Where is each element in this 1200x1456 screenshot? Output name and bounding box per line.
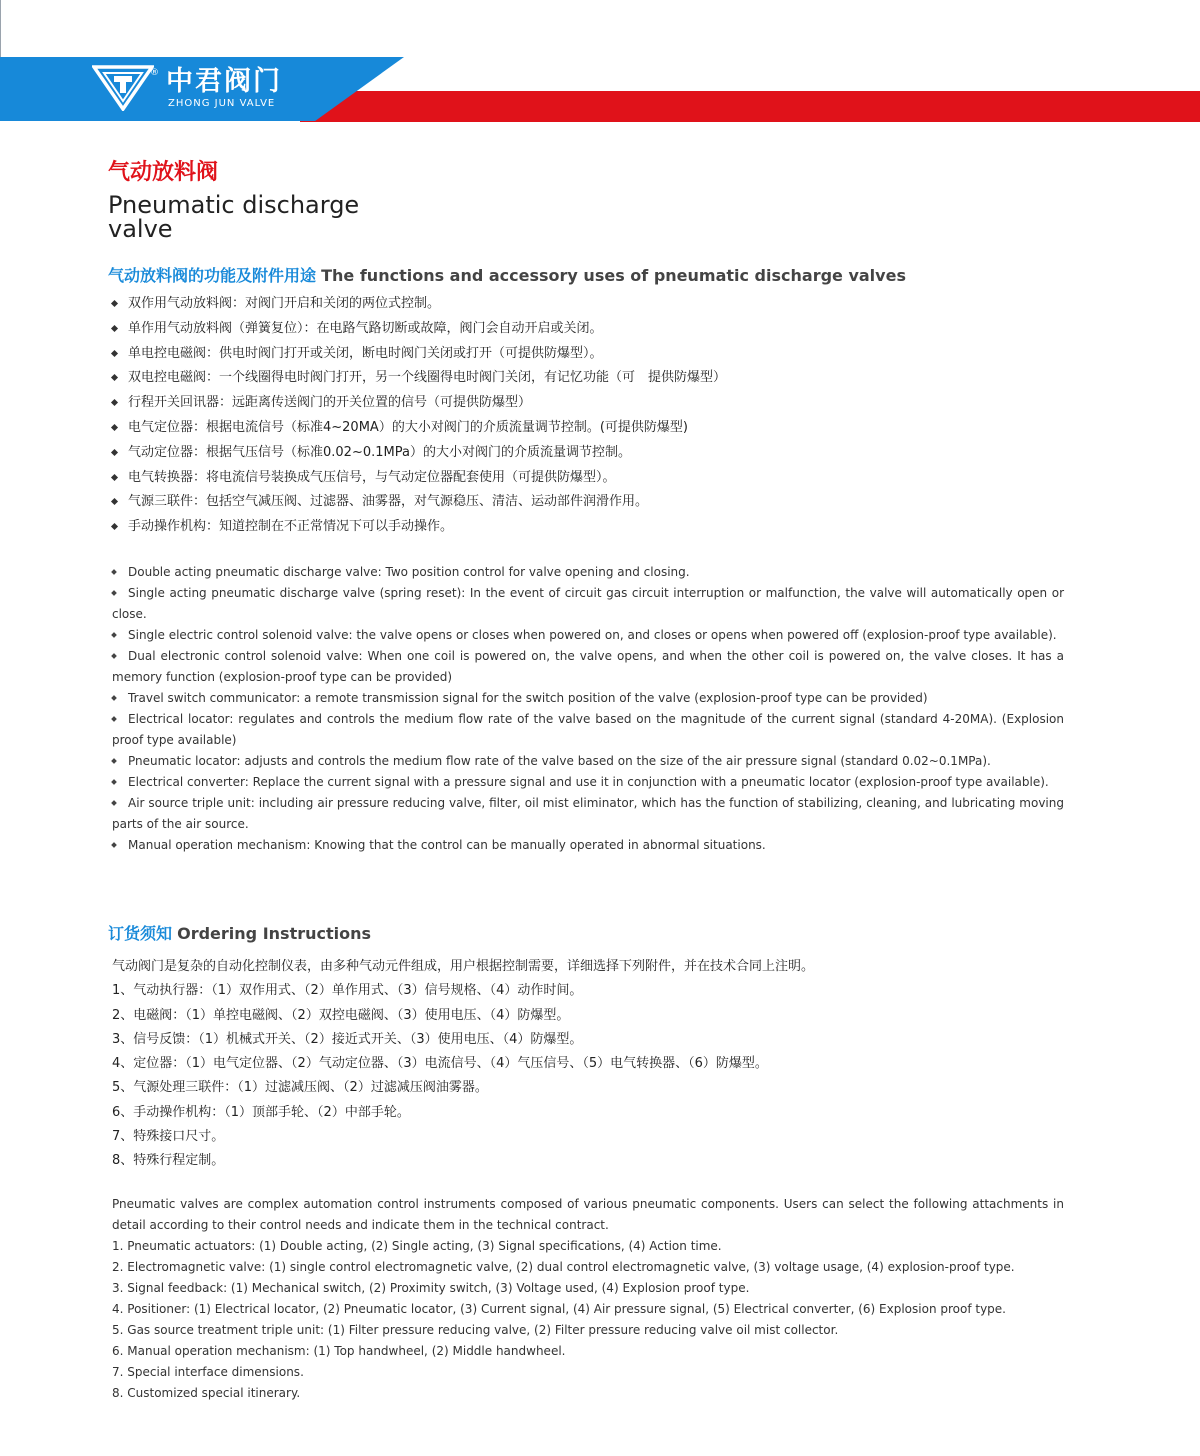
list-item: 6、手动操作机构：（1）顶部手轮、（2）中部手轮。 (112, 1104, 410, 1120)
functions-heading-en: The functions and accessory uses of pneumatic discharge valves (321, 266, 906, 285)
bullet-diamond-icon (111, 842, 117, 848)
bullet-diamond-icon (111, 474, 118, 481)
bullet-diamond-icon (111, 695, 117, 701)
list-item: 电气定位器：根据电流信号（标准4~20MA）的大小对阀门的介质流量调节控制。(可提供防爆型) (112, 416, 1072, 441)
list-item: 3、信号反馈：（1）机械式开关、（2）接近式开关、（3）使用电压、（4）防爆型。 (112, 1031, 583, 1047)
page-title-en: Pneumatic discharge valve (108, 191, 360, 243)
list-item: 3. Signal feedback: (1) Mechanical switch, (2) Proximity switch, (3) Voltage used, (4) Explosion proof type. (112, 1281, 750, 1295)
list-item: 1. Pneumatic actuators: (1) Double acting, (2) Single acting, (3) Signal specifications, (4) Action time. (112, 1239, 722, 1253)
bullet-diamond-icon (111, 779, 117, 785)
list-item: 双电控电磁阀：一个线圈得电时阀门打开，另一个线圈得电时阀门关闭，有记忆功能（可 提供防爆型） (112, 366, 1072, 391)
bullet-diamond-icon (111, 374, 118, 381)
list-item: 2、电磁阀：（1）单控电磁阀、（2）双控电磁阀、（3）使用电压、（4）防爆型。 (112, 1007, 570, 1023)
ordering-list-cn (112, 955, 1072, 1174)
bullet-diamond-icon (111, 632, 117, 638)
bullet-diamond-icon (111, 399, 118, 406)
list-item: 气源三联件：包括空气减压阀、过滤器、油雾器，对气源稳压、清洁、运动部件润滑作用。 (112, 490, 1072, 515)
list-item: Manual operation mechanism: Knowing that the control can be manually operated in abnormal situations. (112, 835, 1064, 856)
list-item: Electrical converter: Replace the current signal with a pressure signal and use it in conjunction with a pneumatic locator (explosion-proof type available). (112, 772, 1064, 793)
bullet-diamond-icon (111, 590, 117, 596)
bullet-diamond-icon (111, 569, 117, 575)
list-item: 7. Special interface dimensions. (112, 1365, 304, 1379)
list-item: 手动操作机构：知道控制在不正常情况下可以手动操作。 (112, 515, 1072, 540)
ordering-heading (108, 922, 371, 946)
list-item: 电气转换器：将电流信号装换成气压信号，与气动定位器配套使用（可提供防爆型）。 (112, 466, 1072, 491)
list-item: 8、特殊行程定制。 (112, 1153, 225, 1169)
bullet-diamond-icon (111, 716, 117, 722)
functions-list-cn (112, 292, 1072, 540)
list-item: Dual electronic control solenoid valve: When one coil is powered on, the valve opens, and when the other coil is powered on, the valve closes. It has a memory function (explosion-proof type can be provided) (112, 649, 1064, 684)
functions-list-en (112, 562, 1064, 856)
list-item: 双作用气动放料阀：对阀门开启和关闭的两位式控制。 (112, 292, 1072, 317)
list-item: 7、特殊接口尺寸。 (112, 1129, 225, 1145)
list-item: 5、气源处理三联件：（1）过滤减压阀、（2）过滤减压阀油雾器。 (112, 1080, 488, 1096)
page-edge-rule (0, 0, 1, 58)
brand-name-en: ZHONG JUN VALVE (168, 98, 276, 109)
list-item: Travel switch communicator: a remote transmission signal for the switch position of the valve (explosion-proof type can be provided) (112, 688, 1064, 709)
page-title-cn: 气动放料阀 (108, 160, 219, 185)
ordering-heading-cn: 订货须知 (108, 924, 173, 943)
bullet-diamond-icon (111, 758, 117, 764)
list-item: Air source triple unit: including air pressure reducing valve, filter, oil mist eliminator, which has the function of stabilizing, cleaning, and lubricating moving parts of the air source. (112, 796, 1064, 831)
bullet-diamond-icon (111, 653, 117, 659)
bullet-diamond-icon (111, 424, 118, 431)
brand-name-cn: 中君阀门 (166, 66, 282, 97)
bullet-diamond-icon (111, 449, 118, 456)
bullet-diamond-icon (111, 300, 118, 307)
bullet-diamond-icon (111, 325, 118, 332)
list-item: 4、定位器：（1）电气定位器、（2）气动定位器、（3）电流信号、（4）气压信号、（5）电气转换器、（6）防爆型。 (112, 1056, 768, 1072)
bullet-diamond-icon (111, 800, 117, 806)
list-item: Single acting pneumatic discharge valve (spring reset): In the event of circuit gas circuit interruption or malfunction, the valve will automatically open or close. (112, 586, 1064, 621)
list-item: 4. Positioner: (1) Electrical locator, (2) Pneumatic locator, (3) Current signal, (4) Air pressure signal, (5) Electrical converter, (6) Explosion proof type. (112, 1302, 1006, 1316)
list-item: Double acting pneumatic discharge valve: Two position control for valve opening and closing. (112, 562, 1064, 583)
registered-mark: ® (150, 68, 159, 78)
ordering-heading-en: Ordering Instructions (177, 924, 372, 943)
ordering-intro-en: Pneumatic valves are complex automation control instruments composed of various pneumatic components. Users can select the following attachments in detail according to their control needs and indicate them in the technical contract. (112, 1197, 1064, 1232)
valve-logo-icon (92, 65, 154, 111)
list-item: 8. Customized special itinerary. (112, 1386, 301, 1400)
list-item: Pneumatic locator: adjusts and controls the medium flow rate of the valve based on the size of the air pressure signal (standard 0.02~0.1MPa). (112, 751, 1064, 772)
list-item: 1、气动执行器：（1）双作用式、（2）单作用式、（3）信号规格、（4）动作时间。 (112, 983, 583, 999)
list-item: 2. Electromagnetic valve: (1) single control electromagnetic valve, (2) dual control electromagnetic valve, (3) voltage usage, (4) explosion-proof type. (112, 1260, 1015, 1274)
list-item: 单作用气动放料阀（弹簧复位）：在电路气路切断或故障，阀门会自动开启或关闭。 (112, 317, 1072, 342)
list-item: 6. Manual operation mechanism: (1) Top handwheel, (2) Middle handwheel. (112, 1344, 566, 1358)
bullet-diamond-icon (111, 350, 118, 357)
list-item: Single electric control solenoid valve: the valve opens or closes when powered on, and closes or opens when powered off (explosion-proof type available). (112, 625, 1064, 646)
functions-heading-cn: 气动放料阀的功能及附件用途 (108, 266, 317, 285)
functions-heading (108, 264, 906, 288)
list-item: 单电控电磁阀：供电时阀门打开或关闭，断电时阀门关闭或打开（可提供防爆型）。 (112, 342, 1072, 367)
bullet-diamond-icon (111, 523, 118, 530)
list-item: 5. Gas source treatment triple unit: (1) Filter pressure reducing valve, (2) Filter pressure reducing valve oil mist collector. (112, 1323, 839, 1337)
bullet-diamond-icon (111, 498, 118, 505)
list-item: 行程开关回讯器：远距离传送阀门的开关位置的信号（可提供防爆型） (112, 391, 1072, 416)
list-item: Electrical locator: regulates and controls the medium flow rate of the valve based on the magnitude of the current signal (standard 4-20MA). (Explosion proof type available) (112, 712, 1064, 747)
header-red-band (300, 91, 1200, 122)
ordering-intro-cn: 气动阀门是复杂的自动化控制仪表，由多种气动元件组成，用户根据控制需要，详细选择下列附件，并在技术合同上注明。 (112, 959, 815, 974)
ordering-list-en (112, 1194, 1064, 1404)
list-item: 气动定位器：根据气压信号（标准0.02~0.1MPa）的大小对阀门的介质流量调节控制。 (112, 441, 1072, 466)
